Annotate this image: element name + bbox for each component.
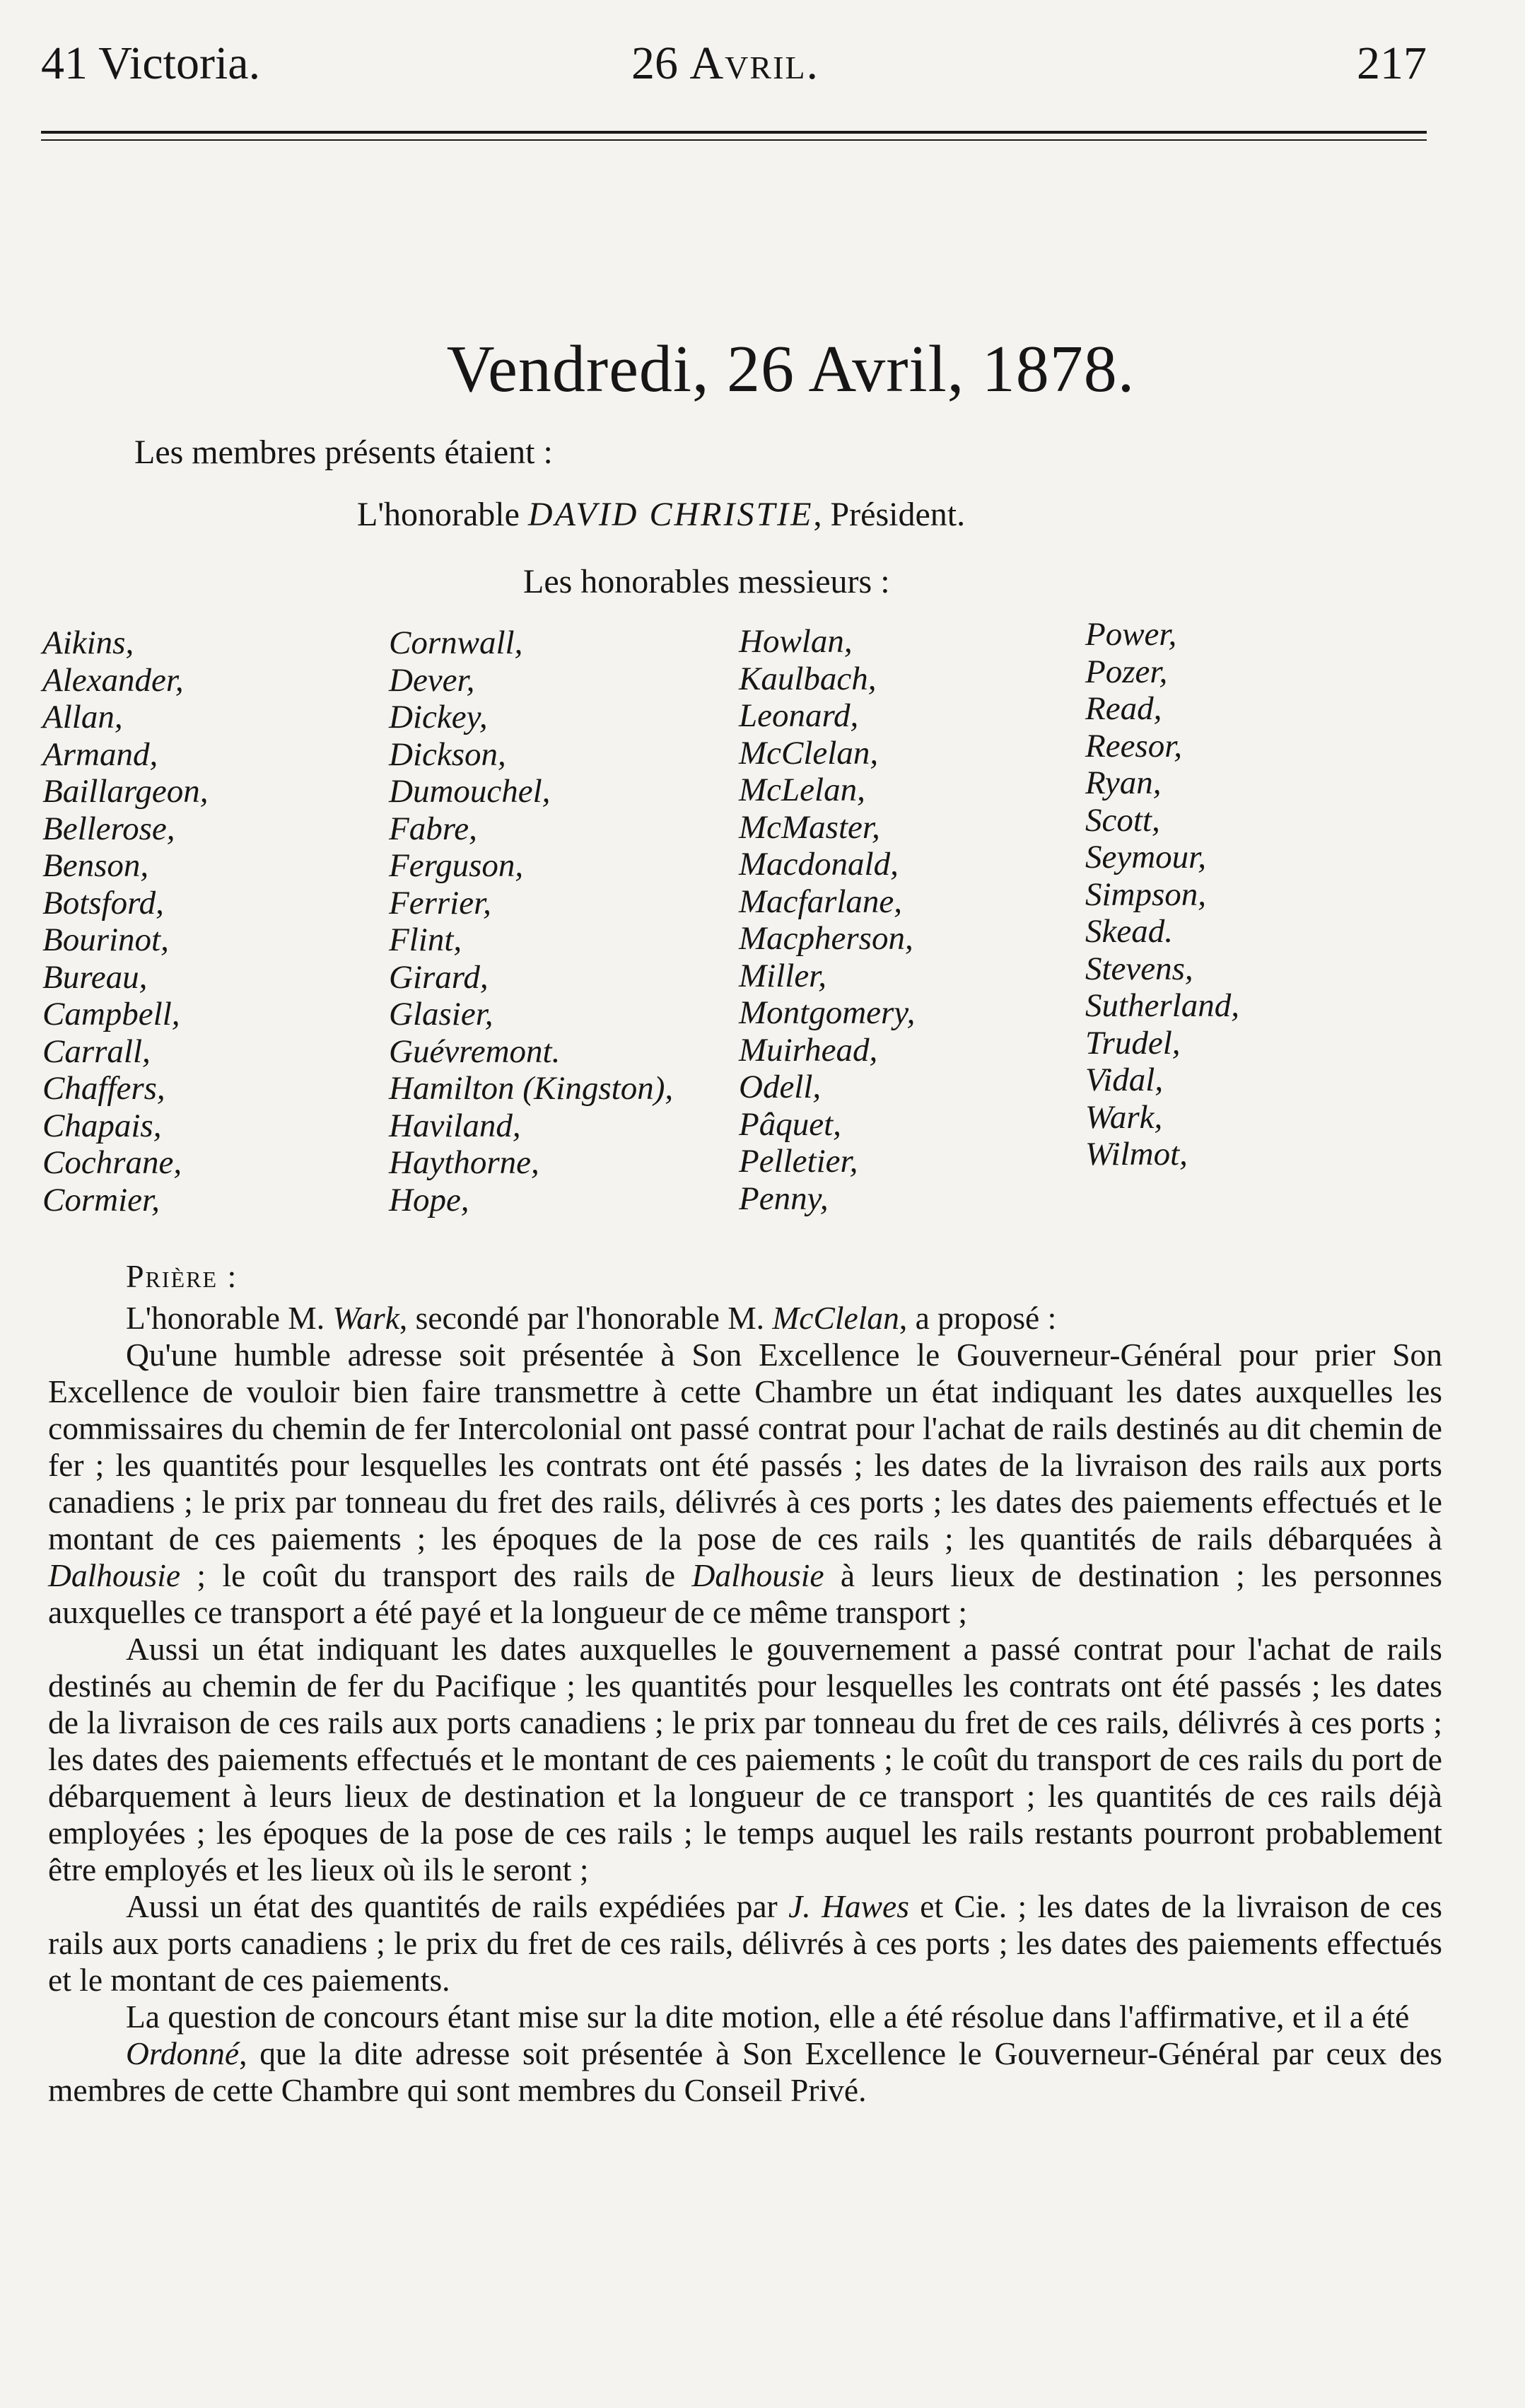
member-name: Botsford, <box>42 884 164 921</box>
member-name: McClelan, <box>739 734 879 772</box>
priere-heading: Prière : <box>126 1258 238 1294</box>
motion-paragraph <box>48 1300 1442 1337</box>
members-column-3 <box>739 623 915 1217</box>
member-name: Haythorne, <box>389 1144 539 1181</box>
member-name: Kaulbach, <box>739 660 877 697</box>
member-name: Dickson, <box>389 735 506 773</box>
member-name: Cornwall, <box>389 624 523 661</box>
member-name: Guévremont. <box>389 1033 561 1070</box>
member-name: Macpherson, <box>739 920 913 957</box>
member-name: Armand, <box>42 735 158 773</box>
member-name: Penny, <box>739 1180 829 1217</box>
member-name: Pelletier, <box>739 1143 858 1180</box>
member-name: Hope, <box>389 1181 469 1218</box>
member-name: Leonard, <box>739 697 859 734</box>
member-name: Girard, <box>389 958 489 996</box>
member-name: Aikins, <box>42 624 134 661</box>
hawes-text: et Cie. ; les dates de la livraison de ces rails aux ports canadiens ; le prix du fret de ces rails, délivrés à ces ports ; les dates des paiements effectués et le montant de ces paiements. <box>48 1888 1442 1998</box>
motion-text: L'honorable M. <box>126 1300 333 1336</box>
member-name: Campbell, <box>42 996 180 1033</box>
place-name: Dalhousie <box>691 1557 824 1593</box>
order-text: , que la dite adresse soit présentée à Son Excellence le Gouverneur-Général par ceux des membres de cette Chambre qui sont membres du Conseil Privé. <box>48 2035 1442 2108</box>
member-name: Bourinot, <box>42 921 169 958</box>
member-name: Benson, <box>42 847 149 884</box>
member-name: Ferguson, <box>389 847 524 884</box>
member-name: Wark, <box>1085 1098 1163 1136</box>
pacific-paragraph: Aussi un état indiquant les dates auxquelles le gouvernement a passé contrat pour l'achat de rails destinés au chemin de fer du Pacifique ; les quantités pour lesquelles les contrats ont été passés ; les dates de la livraison de ces rails aux ports canadiens ; le prix par tonneau du fret de ces rails, délivrés à ces ports ; les dates des paiements effectués et le montant de ces paiements ; le coût du transport de ces rails du port de débarquement à leurs lieux de destination et la longueur de ce transport ; les quantités de ces rails déjà employées ; les époques de la pose de ces rails ; le temps auquel les rails restants pourront probablement être employés et les lieux où ils le seront ; <box>48 1631 1442 1888</box>
member-name: Allan, <box>42 699 123 735</box>
running-header <box>41 37 1427 107</box>
header-date <box>631 37 819 91</box>
messieurs-heading: Les honorables messieurs : <box>523 563 890 600</box>
member-name: Miller, <box>739 957 827 994</box>
members-column-1 <box>42 624 209 1218</box>
presents-intro: Les membres présents étaient : <box>134 434 553 471</box>
resolution-paragraph: La question de concours étant mise sur la dite motion, elle a été résolue dans l'affirmative, et il a été <box>126 1999 1410 2035</box>
address-paragraph <box>48 1337 1442 1631</box>
motion-text: , a proposé : <box>899 1300 1057 1336</box>
header-month: Avril. <box>689 37 819 89</box>
member-name: Wilmot, <box>1085 1136 1188 1173</box>
member-name: Chaffers, <box>42 1070 165 1107</box>
member-name: Ferrier, <box>389 884 491 921</box>
header-rule-thin <box>41 139 1427 141</box>
members-column-2 <box>389 624 673 1218</box>
member-name: Macdonald, <box>739 846 899 883</box>
member-name: Vidal, <box>1085 1062 1164 1098</box>
member-name: Simpson, <box>1085 876 1207 913</box>
member-name: Seymour, <box>1085 839 1206 876</box>
ordonne-word: Ordonné <box>126 2035 240 2071</box>
member-name: Bellerose, <box>42 810 175 847</box>
member-name: Macfarlane, <box>739 883 903 920</box>
member-name: Flint, <box>389 921 462 958</box>
header-regnal-year: 41 Victoria. <box>41 37 261 89</box>
proceedings-text <box>48 1300 1442 2109</box>
member-name: Pâquet, <box>739 1105 841 1143</box>
header-rule-thick <box>41 131 1427 134</box>
mover-name: Wark <box>332 1300 399 1336</box>
order-paragraph <box>48 2035 1442 2109</box>
member-name: Stevens, <box>1085 950 1193 987</box>
firm-name: J. Hawes <box>788 1888 909 1924</box>
member-name: Sutherland, <box>1085 987 1240 1024</box>
member-name: Cochrane, <box>42 1144 182 1181</box>
page-number: 217 <box>1357 37 1427 89</box>
members-column-4 <box>1085 616 1239 1173</box>
member-name: Trudel, <box>1085 1024 1181 1062</box>
president-line <box>357 495 965 534</box>
member-name: Odell, <box>739 1069 822 1105</box>
address-text: ; le coût du transport des rails de <box>180 1557 692 1593</box>
member-name: Pozer, <box>1085 653 1168 690</box>
member-name: Scott, <box>1085 801 1160 839</box>
member-name: Chapais, <box>42 1107 162 1144</box>
seconder-name: McClelan <box>772 1300 899 1336</box>
member-name: Baillargeon, <box>42 773 209 810</box>
member-name: Haviland, <box>389 1107 521 1144</box>
member-name: Read, <box>1085 690 1162 727</box>
member-name: Carrall, <box>42 1033 151 1070</box>
member-name: McMaster, <box>739 808 880 846</box>
member-name: Glasier, <box>389 996 493 1033</box>
hawes-paragraph <box>48 1888 1442 1999</box>
hawes-text: Aussi un état des quantités de rails expédiées par <box>126 1888 789 1924</box>
address-text: Qu'une humble adresse soit présentée à Son Excellence le Gouverneur-Général pour prier Son Excellence de vouloir bien faire transmettre à cette Chambre un état indiquant les dates auxquelles les commissaires du chemin de fer Intercolonial ont passé contrat pour l'achat de rails destinés au dit chemin de fer ; les quantités pour lesquelles les contrats ont été passés ; les dates de la livraison des rails aux ports canadiens ; le prix par tonneau du fret des rails, délivrés à ces ports ; les dates des paiements effectués et le montant de ces paiements ; les époques de la pose de ces rails ; les quantités de rails débarquées à <box>48 1337 1442 1557</box>
member-name: Dumouchel, <box>389 773 551 810</box>
member-name: Muirhead, <box>739 1031 878 1069</box>
member-name: Montgomery, <box>739 994 916 1031</box>
member-name: Ryan, <box>1085 764 1162 801</box>
member-name: Bureau, <box>42 958 148 996</box>
members-list <box>42 616 1428 1247</box>
page-title: Vendredi, 26 Avril, 1878. <box>446 332 1135 406</box>
member-name: Skead. <box>1085 913 1173 950</box>
member-name: Fabre, <box>389 810 477 847</box>
member-name: Reesor, <box>1085 727 1183 764</box>
president-prefix: L'honorable <box>357 496 520 533</box>
member-name: Howlan, <box>739 623 853 660</box>
address-text: à leurs lieux de destination ; les personnes auxquelles ce transport a été payé et la longueur de ce même transport ; <box>48 1557 1442 1630</box>
member-name: Power, <box>1085 616 1177 653</box>
place-name: Dalhousie <box>48 1557 181 1593</box>
header-day: 26 <box>631 37 678 89</box>
motion-text: , secondé par l'honorable M. <box>399 1300 773 1336</box>
member-name: McLelan, <box>739 772 865 808</box>
president-name: DAVID CHRISTIE <box>527 496 814 533</box>
member-name: Hamilton (Kingston), <box>389 1070 674 1107</box>
member-name: Cormier, <box>42 1181 160 1218</box>
member-name: Dever, <box>389 661 475 699</box>
president-suffix: , Président. <box>813 496 966 533</box>
member-name: Alexander, <box>42 661 184 699</box>
member-name: Dickey, <box>389 699 488 735</box>
